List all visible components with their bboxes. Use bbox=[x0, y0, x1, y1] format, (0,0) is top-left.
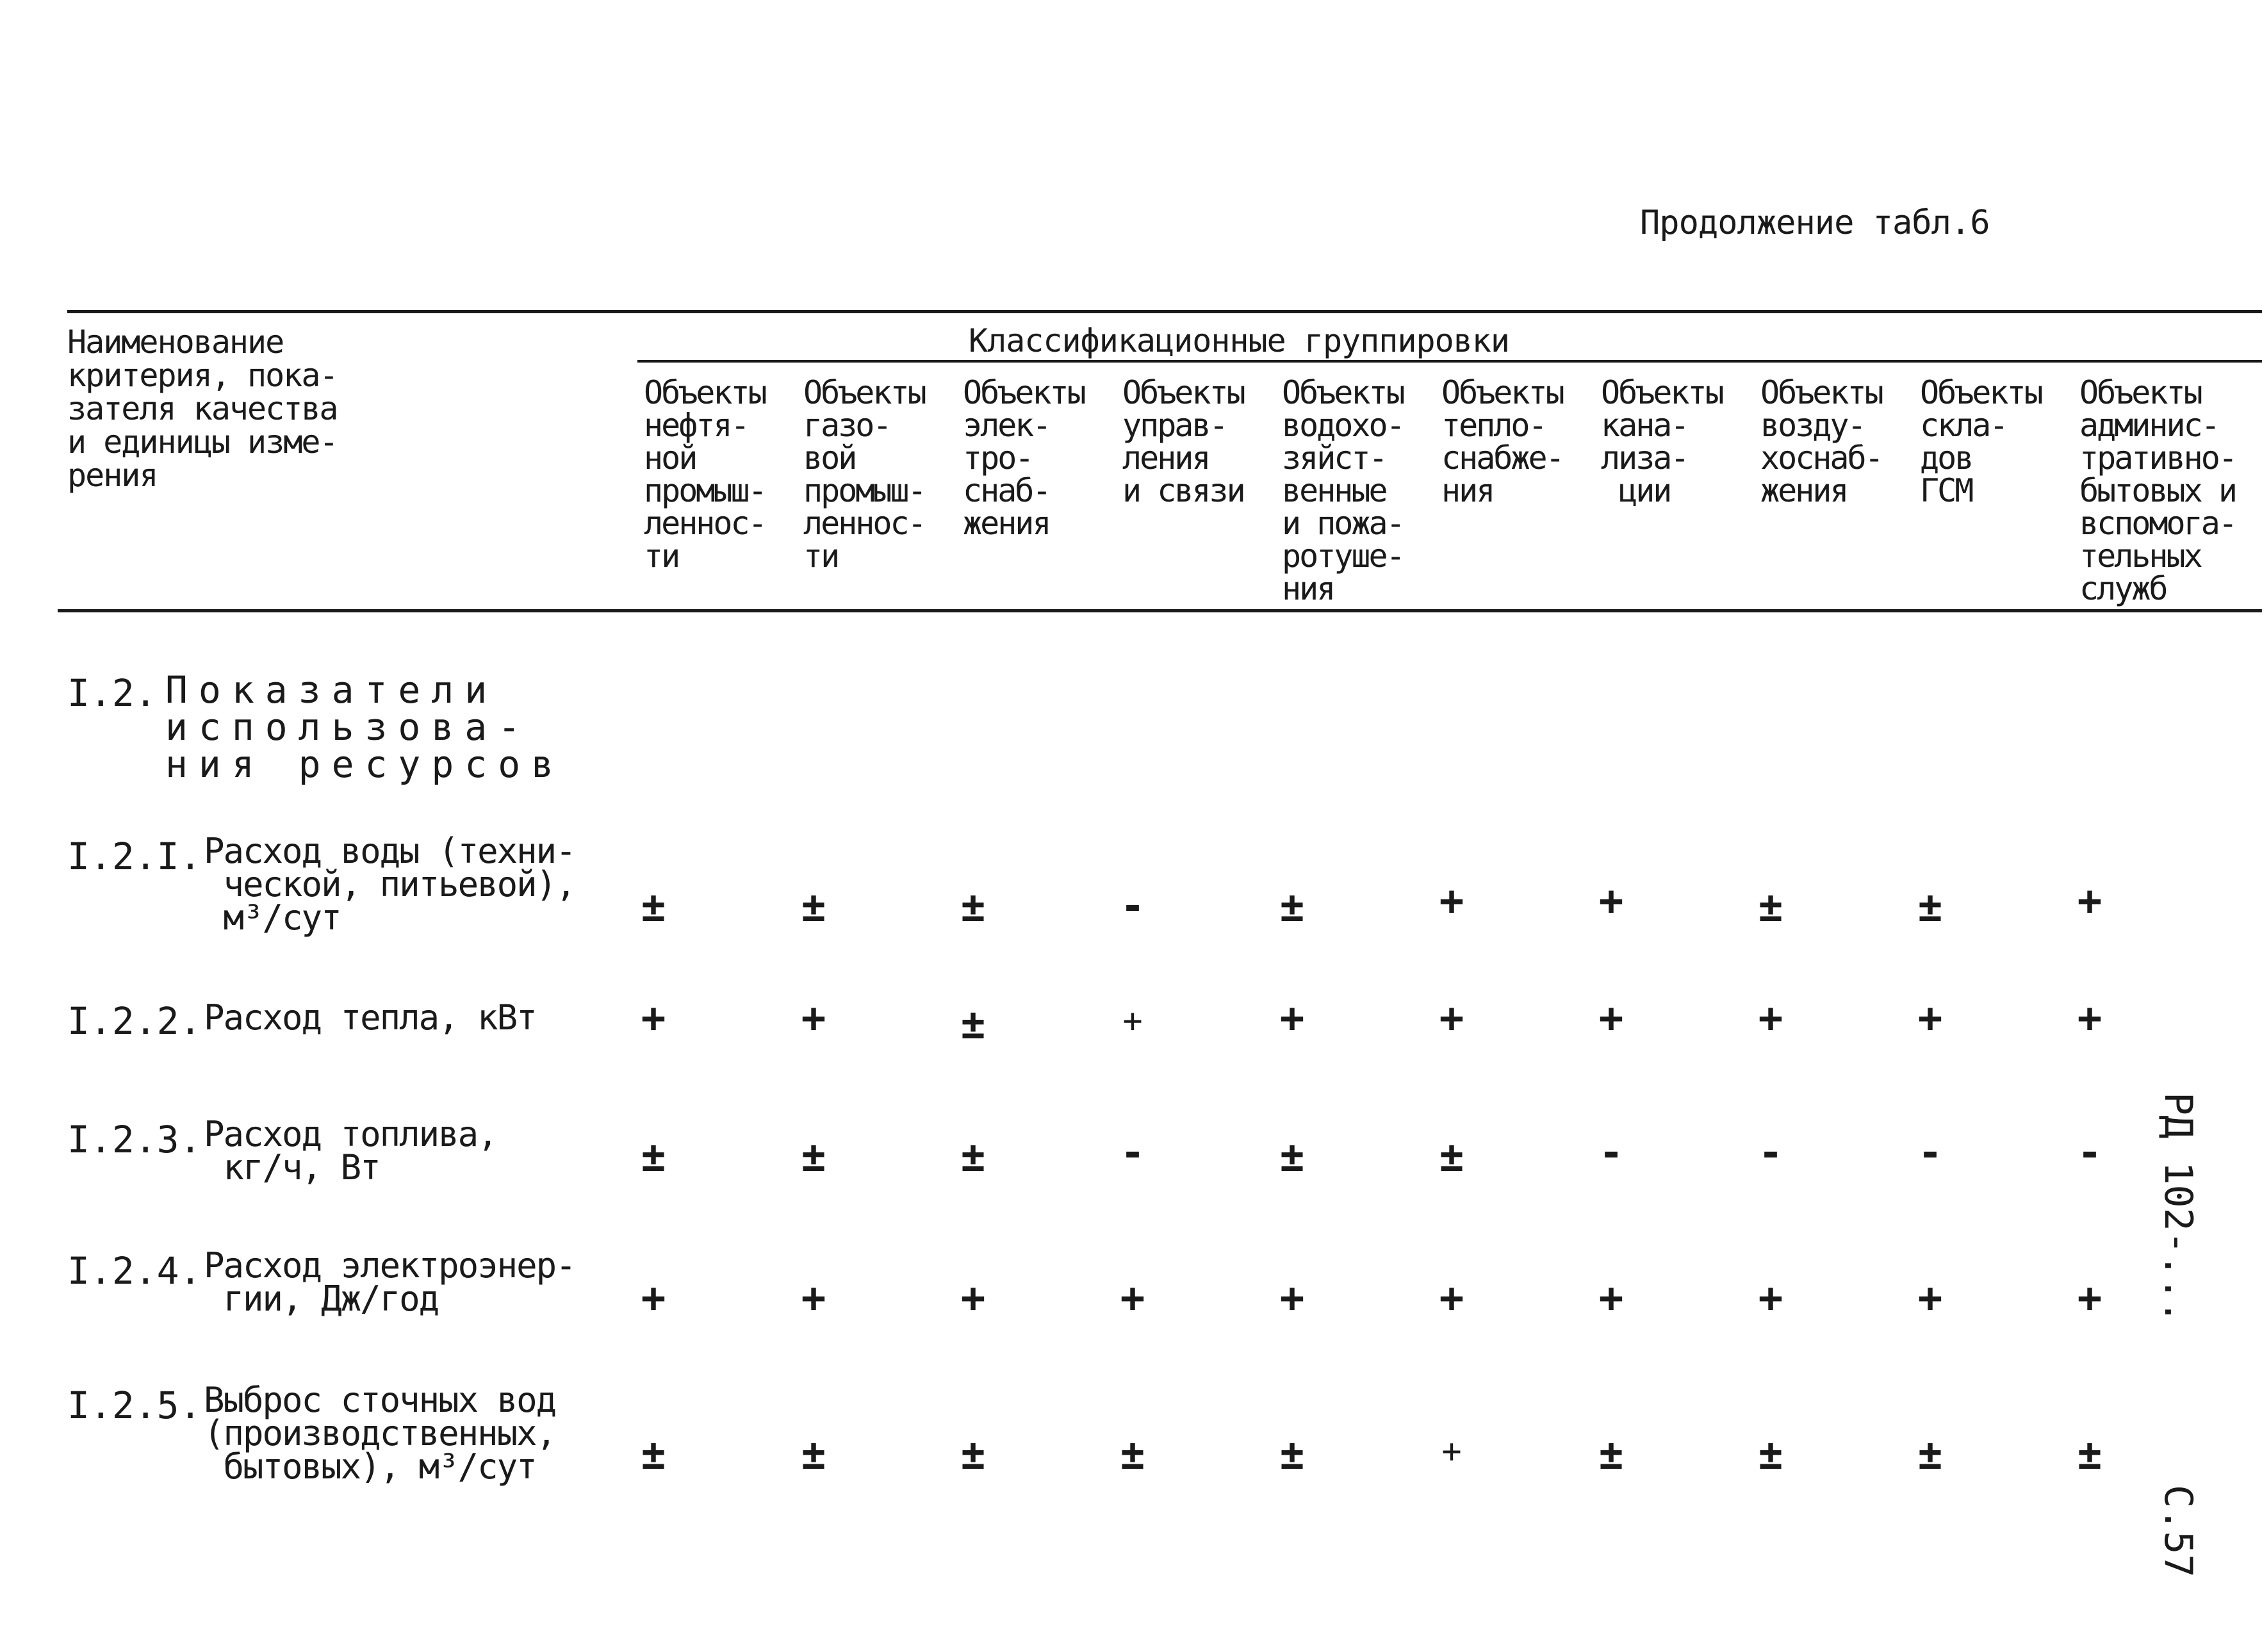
table-cell-mark: ± bbox=[801, 1134, 826, 1181]
table-cell-mark: ± bbox=[960, 884, 986, 931]
page-number: С.57 bbox=[2156, 1485, 2201, 1578]
table-cell-mark: + bbox=[801, 995, 826, 1042]
column-header: Объекты кана- лиза- ции bbox=[1601, 374, 1723, 509]
table-cell-mark: + bbox=[2077, 878, 2102, 925]
table-cell-mark: ± bbox=[1917, 884, 1943, 931]
table-cell-mark: + bbox=[1279, 995, 1305, 1042]
table-cell-mark: ± bbox=[641, 1134, 666, 1181]
table-cell-mark: ± bbox=[1279, 884, 1305, 931]
column-header: Объекты газо- вой промыш- леннос- ти bbox=[803, 374, 925, 575]
table-cell-mark: - bbox=[1758, 1129, 1783, 1177]
column-header: Объекты админис- тративно- бытовых и вспомога- тельных служб bbox=[2079, 374, 2236, 607]
row-criterion: Расход тепла, кВт bbox=[204, 997, 536, 1038]
classification-groups-title: Классификационные группировки bbox=[969, 322, 1509, 359]
group-rule bbox=[637, 360, 2262, 363]
table-cell-mark: + bbox=[2077, 995, 2102, 1042]
table-cell-mark: + bbox=[1917, 1275, 1943, 1322]
table-cell-mark: + bbox=[1917, 995, 1943, 1042]
table-cell-mark: + bbox=[1441, 1432, 1462, 1471]
table-cell-mark: + bbox=[1598, 995, 1624, 1042]
table-cell-mark: + bbox=[1439, 878, 1464, 925]
section-title: Показатели использова- ния ресурсов bbox=[165, 668, 565, 786]
table-cell-mark: ± bbox=[1279, 1432, 1305, 1479]
table-cell-mark: + bbox=[801, 1275, 826, 1322]
row-number: I.2.2. bbox=[67, 999, 202, 1043]
table-caption: Продолжение табл.6 bbox=[1640, 204, 1990, 242]
table-cell-mark: ± bbox=[1917, 1432, 1943, 1479]
table-cell-mark: ± bbox=[641, 1432, 666, 1479]
column-header: Объекты возду- хоснаб- жения bbox=[1760, 374, 1882, 509]
table-cell-mark: + bbox=[1439, 1275, 1464, 1322]
table-cell-mark: + bbox=[641, 1275, 666, 1322]
row-number: I.2.3. bbox=[67, 1118, 202, 1161]
table-cell-mark: + bbox=[1598, 878, 1624, 925]
section-number: I.2. bbox=[67, 671, 157, 715]
row-number: I.2.5. bbox=[67, 1384, 202, 1427]
row-criterion: Расход электроэнер- гии, Дж/год bbox=[204, 1245, 575, 1319]
table-cell-mark: + bbox=[2077, 1275, 2102, 1322]
table-cell-mark: - bbox=[1917, 1129, 1943, 1177]
table-cell-mark: - bbox=[1120, 883, 1145, 930]
column-header: Объекты нефтя- ной промыш- леннос- ти bbox=[644, 374, 766, 575]
column-header: Объекты водохо- зяйст- венные и пожа- ротуше- ния bbox=[1282, 374, 1404, 607]
table-top-rule bbox=[67, 310, 2262, 313]
table-cell-mark: + bbox=[1758, 995, 1783, 1042]
table-cell-mark: + bbox=[1439, 995, 1464, 1042]
table-cell-mark: + bbox=[1120, 1275, 1145, 1322]
table-cell-mark: + bbox=[641, 995, 666, 1042]
row-criterion: Расход воды (техни- ческой, питьевой), м³/сут bbox=[204, 831, 575, 938]
table-cell-mark: + bbox=[1279, 1275, 1305, 1322]
column-header: Объекты элек- тро- снаб- жения bbox=[963, 374, 1085, 542]
table-cell-mark: ± bbox=[960, 1134, 986, 1181]
table-cell-mark: + bbox=[1598, 1275, 1624, 1322]
criterion-header: Наименование критерия, пока- зателя качества и единицы изме- рения bbox=[67, 323, 338, 494]
table-cell-mark: ± bbox=[1439, 1134, 1464, 1181]
row-number: I.2.4. bbox=[67, 1249, 202, 1293]
row-number: I.2.I. bbox=[67, 835, 202, 878]
table-cell-mark: ± bbox=[1598, 1432, 1624, 1479]
table-cell-mark: ± bbox=[960, 1432, 986, 1479]
document-code: РД 102-... bbox=[2156, 1092, 2201, 1324]
column-header: Объекты тепло- снабже- ния bbox=[1441, 374, 1563, 509]
column-header: Объекты управ- ления и связи bbox=[1122, 374, 1244, 509]
row-criterion: Выброс сточных вод (производственных, бытовых), м³/сут bbox=[204, 1380, 556, 1487]
column-header: Объекты скла- дов ГСМ bbox=[1920, 374, 2042, 509]
row-criterion: Расход топлива, кг/ч, Вт bbox=[204, 1114, 497, 1188]
table-cell-mark: ± bbox=[1120, 1432, 1145, 1479]
table-cell-mark: ± bbox=[801, 1432, 826, 1479]
table-cell-mark: ± bbox=[960, 1001, 986, 1049]
table-cell-mark: + bbox=[1758, 1275, 1783, 1322]
table-cell-mark: ± bbox=[1758, 884, 1783, 931]
table-cell-mark: ± bbox=[1279, 1134, 1305, 1181]
table-cell-mark: + bbox=[1122, 1002, 1143, 1040]
table-cell-mark: ± bbox=[2077, 1432, 2102, 1479]
table-cell-mark: ± bbox=[641, 884, 666, 931]
table-cell-mark: ± bbox=[801, 884, 826, 931]
table-cell-mark: + bbox=[960, 1275, 986, 1322]
table-cell-mark: ± bbox=[1758, 1432, 1783, 1479]
table-cell-mark: - bbox=[1120, 1129, 1145, 1177]
header-bottom-rule bbox=[58, 609, 2262, 612]
table-cell-mark: - bbox=[1598, 1129, 1624, 1177]
table-cell-mark: - bbox=[2077, 1129, 2102, 1177]
